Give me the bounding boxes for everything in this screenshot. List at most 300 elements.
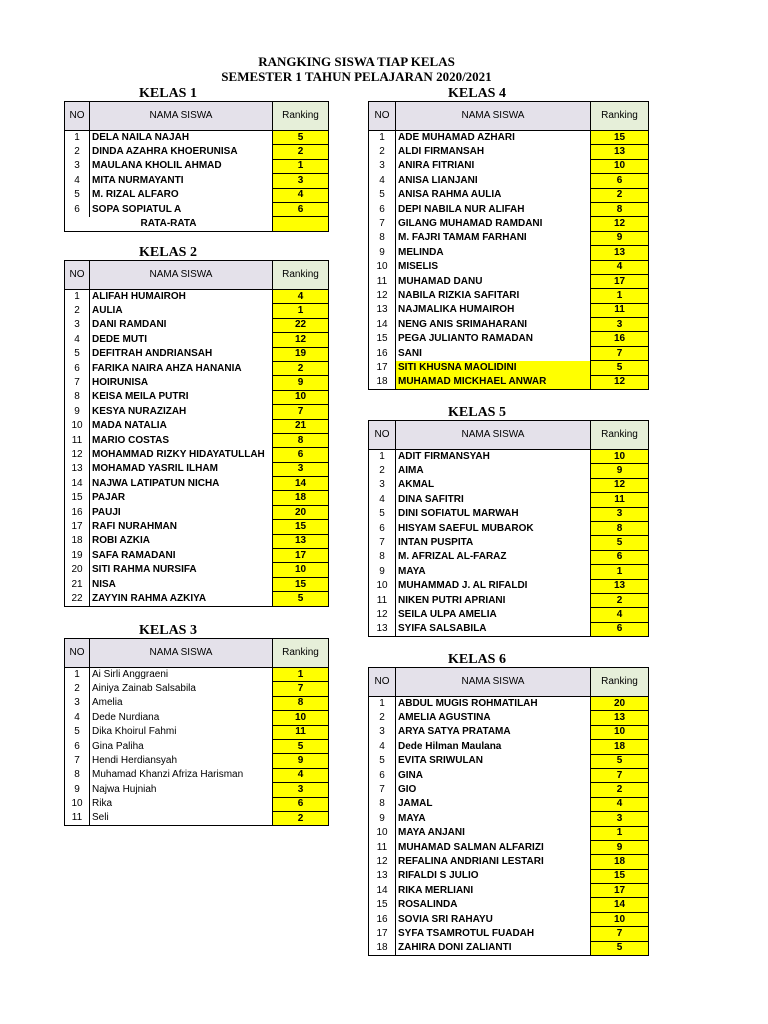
row-number: 2 <box>379 146 385 158</box>
col-header-ranking: Ranking <box>591 668 649 697</box>
student-name: AKMAL <box>396 478 591 492</box>
student-ranking: 17 <box>273 549 329 563</box>
student-ranking: 3 <box>591 318 649 332</box>
table-row <box>369 797 649 811</box>
student-ranking: 10 <box>273 563 329 577</box>
row-number: 5 <box>74 726 80 738</box>
col-header-no: NO <box>369 668 396 697</box>
student-name: MELINDA <box>396 246 591 260</box>
row-number: 18 <box>71 535 83 547</box>
student-name: SOPA SOPIATUL A <box>90 202 273 216</box>
student-ranking: 13 <box>591 145 649 159</box>
student-name: AULIA <box>90 304 273 318</box>
row-number: 6 <box>379 769 385 781</box>
table-row <box>369 579 649 593</box>
table-row <box>369 622 649 636</box>
table-row <box>369 711 649 725</box>
row-number: 9 <box>379 246 385 258</box>
table-row <box>65 448 329 462</box>
row-number: 12 <box>71 448 83 460</box>
row-number: 13 <box>376 870 388 882</box>
student-name: Dika Khoirul Fahmi <box>90 725 273 739</box>
student-name: ROSALINDA <box>396 898 591 912</box>
row-number: 14 <box>376 318 388 330</box>
student-ranking: 20 <box>273 505 329 519</box>
student-name: Muhamad Khanzi Afriza Harisman <box>90 768 273 782</box>
kelas-3-heading: KELAS 3 <box>139 623 197 638</box>
row-number: 8 <box>74 391 80 403</box>
student-ranking: 4 <box>273 188 329 202</box>
student-name: MUHAMAD MICKHAEL ANWAR <box>396 375 591 389</box>
student-name: MAYA <box>396 812 591 826</box>
row-number: 13 <box>71 463 83 475</box>
table-row <box>369 246 649 260</box>
student-ranking: 20 <box>591 697 649 711</box>
kelas-2-table <box>64 260 329 607</box>
table-row <box>369 725 649 739</box>
table-row <box>65 318 329 332</box>
row-number: 2 <box>74 683 80 695</box>
table-row <box>65 347 329 361</box>
student-ranking: 2 <box>273 145 329 159</box>
student-name: ADE MUHAMAD AZHARI <box>396 131 591 145</box>
row-number: 11 <box>376 841 388 853</box>
student-ranking: 16 <box>591 332 649 346</box>
student-name: ANIRA FITRIANI <box>396 159 591 173</box>
student-name: ANISA RAHMA AULIA <box>396 188 591 202</box>
table-row <box>369 507 649 521</box>
row-number: 3 <box>379 160 385 172</box>
col-header-ranking: Ranking <box>591 421 649 450</box>
row-number: 7 <box>74 377 80 389</box>
table-row <box>65 592 329 606</box>
table-row <box>65 668 329 682</box>
col-header-name: NAMA SISWA <box>396 102 591 131</box>
row-number: 19 <box>71 549 83 561</box>
row-number: 6 <box>74 203 80 215</box>
student-name: Ainiya Zainab Salsabila <box>90 682 273 696</box>
student-ranking: 2 <box>591 593 649 607</box>
student-ranking: 1 <box>591 565 649 579</box>
student-ranking: 4 <box>591 797 649 811</box>
table-row <box>369 740 649 754</box>
student-ranking: 15 <box>591 869 649 883</box>
student-ranking: 10 <box>273 711 329 725</box>
row-number: 14 <box>71 477 83 489</box>
row-number: 8 <box>74 769 80 781</box>
student-name: AMELIA AGUSTINA <box>396 711 591 725</box>
row-number: 3 <box>74 697 80 709</box>
row-number: 7 <box>74 755 80 767</box>
student-name: SITI KHUSNA MAOLIDINI <box>396 361 591 375</box>
student-name: ROBI AZKIA <box>90 534 273 548</box>
table-row <box>369 478 649 492</box>
table-row <box>65 477 329 491</box>
table-row <box>369 927 649 941</box>
student-ranking: 17 <box>591 884 649 898</box>
row-number: 10 <box>376 580 388 592</box>
table-row <box>65 390 329 404</box>
row-number: 5 <box>379 755 385 767</box>
row-number: 9 <box>74 405 80 417</box>
student-name: HOIRUNISA <box>90 376 273 390</box>
student-name: NISA <box>90 577 273 591</box>
student-ranking: 6 <box>591 622 649 636</box>
student-name: MARIO COSTAS <box>90 433 273 447</box>
kelas-1-table <box>64 101 329 232</box>
row-number: 17 <box>376 927 388 939</box>
table-row <box>369 840 649 854</box>
student-name: MUHAMAD SALMAN ALFARIZI <box>396 840 591 854</box>
table-row <box>369 884 649 898</box>
student-name: MAYA ANJANI <box>396 826 591 840</box>
student-ranking: 3 <box>273 462 329 476</box>
table-row <box>65 534 329 548</box>
table-row <box>369 464 649 478</box>
row-number: 10 <box>376 827 388 839</box>
table-row <box>369 361 649 375</box>
student-ranking: 10 <box>591 725 649 739</box>
row-number: 1 <box>379 131 385 143</box>
table-row <box>369 565 649 579</box>
student-name: GILANG MUHAMAD RAMDANI <box>396 217 591 231</box>
table-row <box>369 145 649 159</box>
row-number: 5 <box>379 508 385 520</box>
student-name: GINA <box>396 768 591 782</box>
kelas-5-table <box>368 420 649 637</box>
row-number: 22 <box>65 592 90 606</box>
col-header-no: NO <box>65 639 90 668</box>
row-number: 12 <box>376 855 388 867</box>
table-row <box>369 536 649 550</box>
table-row <box>65 783 329 797</box>
student-ranking: 2 <box>591 783 649 797</box>
student-ranking: 17 <box>591 274 649 288</box>
row-number: 8 <box>379 551 385 563</box>
student-ranking: 15 <box>273 520 329 534</box>
student-ranking: 3 <box>273 783 329 797</box>
table-row <box>65 768 329 782</box>
col-header-name: NAMA SISWA <box>396 668 591 697</box>
table-row <box>65 811 329 825</box>
table-row <box>369 898 649 912</box>
student-name: SAFA RAMADANI <box>90 549 273 563</box>
kelas-2-heading: KELAS 2 <box>139 245 197 260</box>
student-ranking: 1 <box>273 304 329 318</box>
table-row <box>369 521 649 535</box>
kelas-4-table <box>368 101 649 390</box>
row-number: 3 <box>379 726 385 738</box>
col-header-ranking: Ranking <box>591 102 649 131</box>
student-ranking: 19 <box>273 347 329 361</box>
student-ranking: 1 <box>591 289 649 303</box>
student-name: KESYA NURAZIZAH <box>90 405 273 419</box>
student-name: Dede Hilman Maulana <box>396 740 591 754</box>
student-ranking: 10 <box>591 159 649 173</box>
student-name: RAFI NURAHMAN <box>90 520 273 534</box>
student-name: NIKEN PUTRI APRIANI <box>396 593 591 607</box>
row-number: 4 <box>379 493 385 505</box>
kelas-1-heading: KELAS 1 <box>139 86 197 101</box>
table-row <box>369 289 649 303</box>
table-row <box>65 290 329 304</box>
row-number: 20 <box>71 564 83 576</box>
student-name: MITA NURMAYANTI <box>90 174 273 188</box>
row-number: 3 <box>74 160 80 172</box>
table-row <box>65 174 329 188</box>
student-name: KEISA MEILA PUTRI <box>90 390 273 404</box>
student-name: MAYA <box>396 565 591 579</box>
table-row <box>65 361 329 375</box>
student-ranking: 7 <box>273 405 329 419</box>
table-row <box>65 682 329 696</box>
student-name: ZAYYIN RAHMA AZKIYA <box>90 592 273 606</box>
table-row <box>369 375 649 389</box>
row-number: 15 <box>376 333 388 345</box>
table-row <box>369 159 649 173</box>
student-name: NENG ANIS SRIMAHARANI <box>396 318 591 332</box>
student-ranking: 12 <box>591 375 649 389</box>
student-ranking: 4 <box>591 608 649 622</box>
table-row <box>369 131 649 145</box>
row-number: 6 <box>74 362 80 374</box>
student-name: PAJAR <box>90 491 273 505</box>
table-row <box>65 491 329 505</box>
student-name: PAUJI <box>90 505 273 519</box>
student-ranking: 1 <box>273 159 329 173</box>
row-number: 1 <box>74 290 80 302</box>
table-row <box>369 346 649 360</box>
col-header-ranking: Ranking <box>273 261 329 290</box>
student-name: Dede Nurdiana <box>90 711 273 725</box>
table-row <box>369 869 649 883</box>
table-row <box>65 419 329 433</box>
student-name: SOVIA SRI RAHAYU <box>396 912 591 926</box>
student-name: FARIKA NAIRA AHZA HANANIA <box>90 361 273 375</box>
row-number: 1 <box>74 668 80 680</box>
student-ranking: 14 <box>273 477 329 491</box>
student-name: MADA NATALIA <box>90 419 273 433</box>
row-number: 1 <box>74 131 80 143</box>
row-number: 16 <box>376 913 388 925</box>
student-name: DANI RAMDANI <box>90 318 273 332</box>
row-number: 5 <box>74 189 80 201</box>
student-name: JAMAL <box>396 797 591 811</box>
student-ranking: 5 <box>273 592 329 606</box>
student-ranking: 7 <box>591 346 649 360</box>
table-row <box>369 593 649 607</box>
row-number: 2 <box>74 146 80 158</box>
row-number: 11 <box>376 594 388 606</box>
row-number: 12 <box>376 608 388 620</box>
student-name: Gina Paliha <box>90 739 273 753</box>
student-name: DEFITRAH ANDRIANSAH <box>90 347 273 361</box>
student-ranking: 8 <box>273 696 329 710</box>
student-name: SITI RAHMA NURSIFA <box>90 563 273 577</box>
student-ranking: 18 <box>591 855 649 869</box>
table-row <box>369 174 649 188</box>
student-ranking: 5 <box>591 754 649 768</box>
row-number: 3 <box>74 319 80 331</box>
row-number: 2 <box>379 465 385 477</box>
student-name: Najwa Hujniah <box>90 783 273 797</box>
student-ranking: 13 <box>591 246 649 260</box>
student-ranking: 6 <box>273 797 329 811</box>
student-ranking: 15 <box>591 131 649 145</box>
student-name: HISYAM SAEFUL MUBAROK <box>396 521 591 535</box>
row-number: 3 <box>379 479 385 491</box>
student-ranking: 5 <box>591 361 649 375</box>
table-row <box>369 332 649 346</box>
row-number: 8 <box>379 232 385 244</box>
table-row <box>65 433 329 447</box>
row-number: 10 <box>376 261 388 273</box>
student-name: PEGA JULIANTO RAMADAN <box>396 332 591 346</box>
table-row <box>369 217 649 231</box>
student-name: Seli <box>90 811 273 825</box>
student-name: RIFALDI S JULIO <box>396 869 591 883</box>
table-row <box>369 768 649 782</box>
student-ranking: 5 <box>273 131 329 145</box>
table-row <box>369 941 649 955</box>
student-name: ZAHIRA DONI ZALIANTI <box>396 941 591 955</box>
student-ranking: 7 <box>273 682 329 696</box>
student-name: ALDI FIRMANSAH <box>396 145 591 159</box>
student-name: DINA SAFITRI <box>396 493 591 507</box>
row-number: 9 <box>379 565 385 577</box>
table-row <box>369 202 649 216</box>
student-ranking: 22 <box>273 318 329 332</box>
student-ranking: 4 <box>591 260 649 274</box>
student-ranking: 9 <box>273 376 329 390</box>
table-row <box>65 505 329 519</box>
row-number: 10 <box>71 798 83 810</box>
student-name: AIMA <box>396 464 591 478</box>
student-ranking: 1 <box>591 826 649 840</box>
student-name: NABILA RIZKIA SAFITARI <box>396 289 591 303</box>
student-ranking: 11 <box>591 493 649 507</box>
table-row <box>65 131 329 145</box>
row-number: 17 <box>376 361 388 373</box>
kelas-6-table <box>368 667 649 956</box>
student-ranking: 2 <box>591 188 649 202</box>
student-name: MAULANA KHOLIL AHMAD <box>90 159 273 173</box>
student-name: GIO <box>396 783 591 797</box>
student-name: SYIFA SALSABILA <box>396 622 591 636</box>
student-ranking: 9 <box>273 754 329 768</box>
col-header-name: NAMA SISWA <box>90 102 273 131</box>
row-number: 1 <box>379 697 385 709</box>
table-row <box>65 145 329 159</box>
table-row <box>65 577 329 591</box>
col-header-no: NO <box>369 102 396 131</box>
row-number: 6 <box>379 203 385 215</box>
student-ranking: 12 <box>591 217 649 231</box>
table-row <box>369 912 649 926</box>
student-name: NAJMALIKA HUMAIROH <box>396 303 591 317</box>
student-name: DELA NAILA NAJAH <box>90 131 273 145</box>
student-ranking: 4 <box>273 768 329 782</box>
student-name: DINDA AZAHRA KHOERUNISA <box>90 145 273 159</box>
row-number: 6 <box>379 522 385 534</box>
table-row <box>369 231 649 245</box>
student-ranking: 7 <box>591 927 649 941</box>
col-header-no: NO <box>65 102 90 131</box>
row-number: 1 <box>379 450 385 462</box>
table-row <box>65 725 329 739</box>
table-row <box>65 188 329 202</box>
student-name: ALIFAH HUMAIROH <box>90 290 273 304</box>
table-row <box>65 333 329 347</box>
col-header-name: NAMA SISWA <box>90 261 273 290</box>
row-number: 9 <box>379 812 385 824</box>
table-row <box>369 608 649 622</box>
table-row <box>65 202 329 216</box>
average-label: RATA-RATA <box>65 217 273 231</box>
row-number: 10 <box>71 420 83 432</box>
table-row <box>65 754 329 768</box>
student-ranking: 8 <box>591 521 649 535</box>
row-number: 15 <box>376 899 388 911</box>
col-header-name: NAMA SISWA <box>90 639 273 668</box>
student-name: M. FAJRI TAMAM FARHANI <box>396 231 591 245</box>
kelas-3-table <box>64 638 329 826</box>
student-name: REFALINA ANDRIANI LESTARI <box>396 855 591 869</box>
student-name: M. AFRIZAL AL-FARAZ <box>396 550 591 564</box>
row-number: 15 <box>71 492 83 504</box>
student-name: MOHAMMAD RIZKY HIDAYATULLAH <box>90 448 273 462</box>
table-row <box>65 159 329 173</box>
table-row <box>369 450 649 464</box>
table-row <box>65 376 329 390</box>
student-ranking: 10 <box>591 912 649 926</box>
student-ranking: 18 <box>591 740 649 754</box>
student-ranking: 5 <box>591 941 649 955</box>
student-ranking: 3 <box>591 812 649 826</box>
student-name: SANI <box>396 346 591 360</box>
student-ranking: 13 <box>591 711 649 725</box>
row-number: 16 <box>376 347 388 359</box>
row-number: 5 <box>379 189 385 201</box>
row-number: 2 <box>74 305 80 317</box>
row-number: 21 <box>71 578 83 590</box>
table-row <box>369 754 649 768</box>
row-number: 7 <box>379 784 385 796</box>
table-row <box>65 696 329 710</box>
student-ranking: 3 <box>273 174 329 188</box>
student-name: Hendi Herdiansyah <box>90 754 273 768</box>
row-number: 7 <box>379 218 385 230</box>
student-ranking: 14 <box>591 898 649 912</box>
page-subtitle: SEMESTER 1 TAHUN PELAJARAN 2020/2021 <box>221 69 492 84</box>
average-value <box>273 217 329 231</box>
student-ranking: 3 <box>591 507 649 521</box>
row-number: 4 <box>379 174 385 186</box>
student-ranking: 5 <box>591 536 649 550</box>
student-name: SYFA TSAMROTUL FUADAH <box>396 927 591 941</box>
student-ranking: 12 <box>273 333 329 347</box>
average-row <box>65 217 329 231</box>
student-ranking: 15 <box>273 577 329 591</box>
student-ranking: 6 <box>591 174 649 188</box>
table-row <box>369 550 649 564</box>
col-header-ranking: Ranking <box>273 102 329 131</box>
row-number: 14 <box>376 884 388 896</box>
row-number: 12 <box>376 289 388 301</box>
row-number: 5 <box>74 348 80 360</box>
table-row <box>369 855 649 869</box>
student-ranking: 11 <box>591 303 649 317</box>
